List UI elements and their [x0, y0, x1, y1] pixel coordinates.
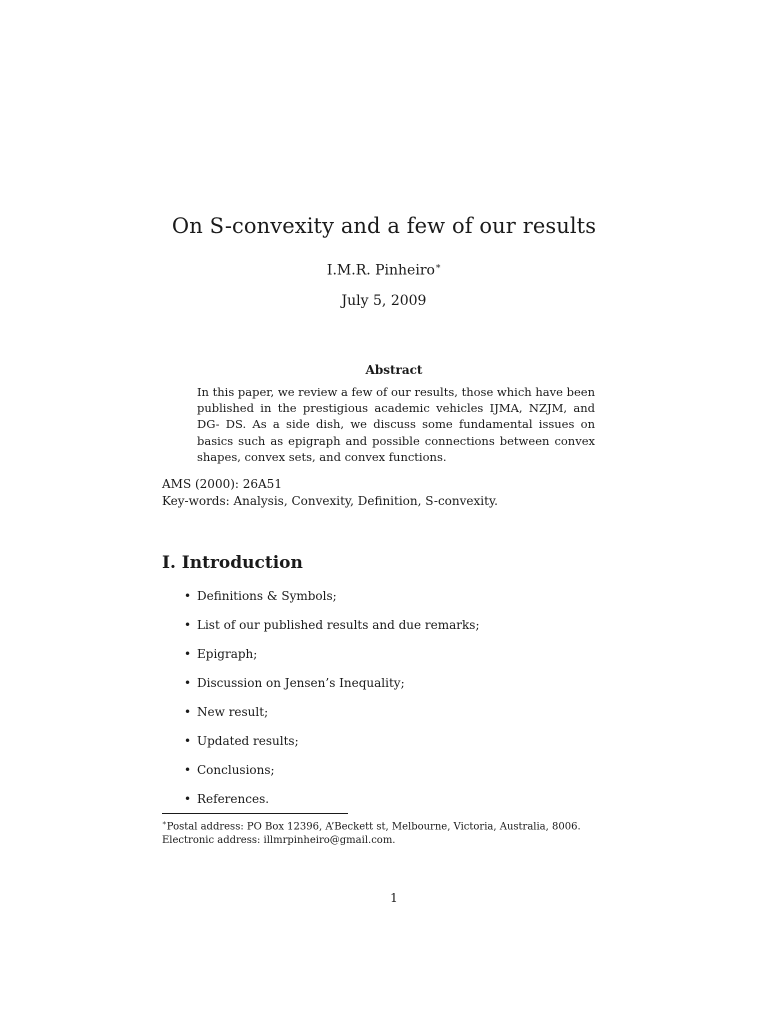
- paper-date: July 5, 2009: [341, 293, 427, 309]
- abstract-heading: Abstract: [365, 363, 423, 377]
- bullet-icon: •: [184, 734, 192, 748]
- ams-classification: AMS (2000): 26A51: [162, 477, 282, 491]
- abstract-line: In this paper, we review a few of our results, those which have been: [197, 385, 595, 399]
- abstract-line: as epigraph and possible connections between convex shapes, convex: [197, 433, 596, 464]
- author-name: I.M.R. Pinheiro: [326, 262, 435, 279]
- bullet-icon: •: [184, 763, 192, 777]
- page-number: 1: [390, 891, 398, 905]
- list-item-text: Updated results;: [197, 734, 299, 748]
- list-item: [184, 733, 479, 762]
- list-item: [184, 675, 479, 704]
- abstract-body: [197, 384, 595, 465]
- list-item: [184, 588, 479, 617]
- bullet-icon: •: [184, 705, 192, 719]
- list-item-text: Discussion on Jensen’s Inequality;: [197, 676, 405, 690]
- list-item-text: Definitions & Symbols;: [197, 589, 337, 603]
- bullet-icon: •: [184, 792, 192, 806]
- keywords: Key-words: Analysis, Convexity, Definition, S-convexity.: [162, 494, 498, 508]
- list-item-text: New result;: [197, 705, 269, 719]
- list-item-text: References.: [197, 792, 270, 806]
- footnote: [162, 816, 632, 848]
- outline-list: [184, 588, 479, 820]
- list-item-text: Conclusions;: [197, 763, 275, 777]
- section-heading: I. Introduction: [162, 553, 303, 573]
- author-footnote-mark: ∗: [434, 262, 442, 272]
- bullet-icon: •: [184, 676, 192, 690]
- list-item: [184, 617, 479, 646]
- list-item: [184, 646, 479, 675]
- list-item-text: List of our published results and due remarks;: [197, 618, 480, 632]
- electronic-address: Electronic address: illmrpinheiro@gmail.com.: [162, 835, 396, 847]
- abstract-line: DS. As a side dish, we discuss some fundamental issues on basics such: [197, 417, 595, 448]
- bullet-icon: •: [184, 589, 192, 603]
- bullet-icon: •: [184, 618, 192, 632]
- footnote-mark: ∗: [162, 819, 167, 827]
- list-item: [184, 762, 479, 791]
- author-line: [0, 262, 768, 279]
- list-item: [184, 704, 479, 733]
- postal-address: [162, 816, 632, 834]
- paper-metadata: [162, 476, 498, 510]
- footnote-divider: [162, 813, 348, 814]
- paper-title: On S-convexity and a few of our results: [171, 214, 597, 238]
- list-item-text: Epigraph;: [197, 647, 258, 661]
- abstract-line: sets, and convex functions.: [288, 449, 447, 464]
- abstract-line: published in the prestigious academic vehicles IJMA, NZJM, and DG-: [197, 401, 595, 432]
- bullet-icon: •: [184, 647, 192, 661]
- postal-address-text: Postal address: PO Box 12396, A’Beckett st, Melbourne, Victoria, Australia, 8006.: [166, 821, 581, 833]
